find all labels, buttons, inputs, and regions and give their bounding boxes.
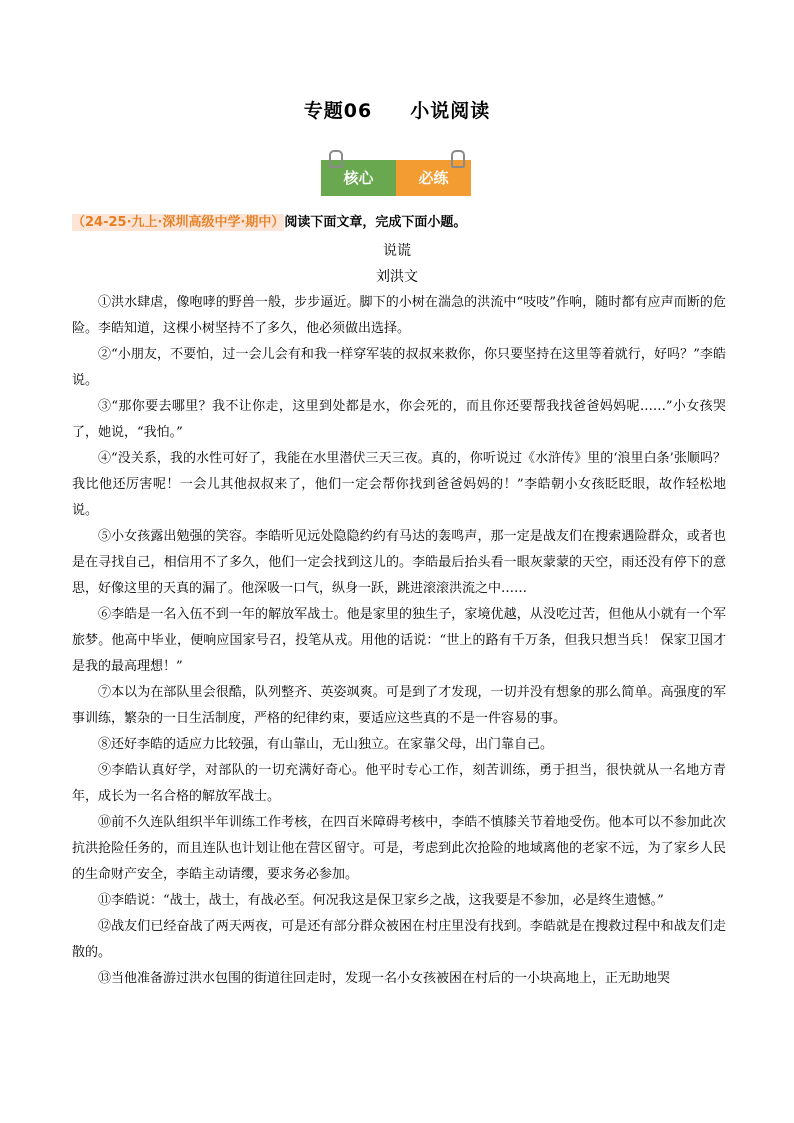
badge-right: 必练: [396, 160, 471, 196]
story-body: [72, 290, 726, 992]
story-title: 说谎: [383, 243, 411, 259]
binder-clip-icon: [329, 150, 343, 168]
paragraph: ⑥李皓是一名入伍不到一年的解放军战士。他是家里的独生子，家境优越，从没吃过苦，但他从小就有一个军旅梦。他高中毕业，便响应国家号召，投笔从戎。用他的话说：“世上的路有千万条，但我只想当兵！ 保家卫国才是我的最高理想！”: [72, 607, 726, 674]
question-instruction: 阅读下面文章，完成下面小题。: [284, 215, 467, 230]
paragraph: ②“小朋友，不要怕，过一会儿会有和我一样穿军装的叔叔来救你，你只要坚持在这里等着就行，好吗？”李皓说。: [72, 347, 726, 388]
page-title-prefix: 专题06: [303, 100, 373, 122]
badge-left: 核心: [321, 160, 396, 196]
paragraph: ①洪水肆虐，像咆哮的野兽一般，步步逼近。脚下的小树在湍急的洪流中“吱吱”作响，随时都有应声而断的危险。李皓知道，这棵小树坚持不了多久，他必须做出选择。: [72, 295, 726, 336]
question-header: [72, 214, 732, 232]
paragraph: ⑦本以为在部队里会很酷，队列整齐、英姿飒爽。可是到了才发现，一切并没有想象的那么简单。高强度的军事训练，繁杂的一日生活制度，严格的纪律约束，要适应这些真的不是一件容易的事。: [72, 685, 726, 726]
paragraph: ⑩前不久连队组织半年训练工作考核，在四百米障碍考核中，李皓不慎膝关节着地受伤。他本可以不参加此次抗洪抢险任务的，而且连队也计划让他在营区留守。可是，考虑到此次抢险的地域离他的老家不远，为了家乡人民的生命财产安全，李皓主动请缨，要求务必参加。: [72, 815, 726, 882]
paragraph: ⑫战友们已经奋战了两天两夜，可是还有部分群众被困在村庄里没有找到。李皓就是在搜救过程中和战友们走散的。: [72, 919, 726, 960]
page-title-main: 小说阅读: [410, 100, 491, 122]
paragraph: ⑨李皓认真好学，对部队的一切充满好奇心。他平时专心工作，刻苦训练，勇于担当，很快就从一名地方青年，成长为一名合格的解放军战士。: [72, 763, 726, 804]
paragraph: ⑧还好李皓的适应力比较强，有山靠山，无山独立。在家靠父母，出门靠自己。: [98, 737, 554, 752]
paragraph: ④“没关系，我的水性可好了，我能在水里潜伏三天三夜。真的，你听说过《水浒传》里的‘浪里白条’张顺吗？我比他还厉害呢！一会儿其他叔叔来了，他们一定会帮你找到爸爸妈妈的！”李皓朝小女孩眨眨眼，故作轻松地说。: [72, 451, 726, 518]
core-practice-badge: [321, 156, 471, 196]
paragraph: ⑬当他准备游过洪水包围的街道往回走时，发现一名小女孩被困在村后的一小块高地上，正无助地哭: [98, 971, 671, 986]
paragraph: ⑪李皓说：“战士，战士，有战必至。何况我这是保卫家乡之战，这我要是不参加，必是终生遗憾。”: [98, 893, 664, 908]
paragraph: ⑤小女孩露出勉强的笑容。李皓听见远处隐隐约约有马达的轰鸣声，那一定是战友们在搜索遇险群众，或者也是在寻找自己，相信用不了多久，他们一定会找到这儿的。李皓最后抬头看一眼灰蒙蒙的天空，雨还没有停下的意思，好像这里的天真的漏了。他深吸一口气，纵身一跃，跳进滚滚洪流之中……: [72, 529, 726, 596]
story-author: 刘洪文: [376, 269, 418, 285]
paragraph: ③“那你要去哪里？我不让你走，这里到处都是水，你会死的，而且你还要帮我找爸爸妈妈呢……”小女孩哭了，她说，“我怕。”: [72, 399, 726, 440]
binder-clip-icon: [451, 150, 465, 168]
page-title: [0, 96, 794, 123]
source-tag: （24-25·九上·深圳高级中学·期中）: [72, 215, 285, 230]
